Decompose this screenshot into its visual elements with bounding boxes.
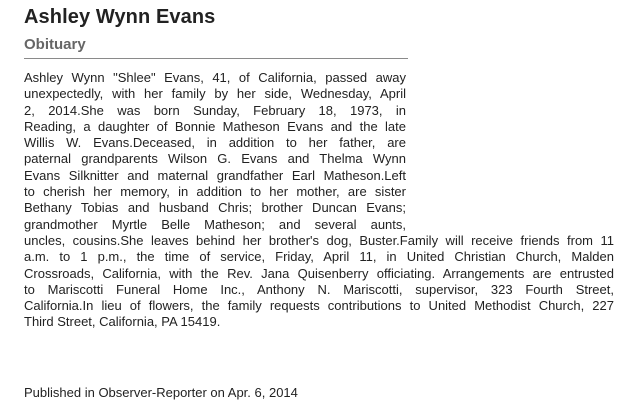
obituary-line: Bethany Tobias and husband Chris; brother Duncan Evans; (24, 200, 406, 216)
obituary-line: Willis W. Evans.Deceased, in addition to her father, are (24, 135, 406, 151)
obituary-line: Crossroads, California, with the Rev. Jana Quisenberry officiating. Arrangements are entrusted (24, 265, 614, 281)
section-label: Obituary (24, 36, 86, 53)
published-note: Published in Observer-Reporter on Apr. 6, 2014 (24, 385, 298, 400)
obituary-line: Third Street, California, PA 15419. (24, 314, 221, 330)
obituary-line: 2, 2014.She was born Sunday, February 18, 1973, in (24, 102, 406, 118)
obituary-line: to cherish her memory, in addition to her mother, are sister (24, 184, 406, 200)
obituary-line: uncles, cousins.She leaves behind her brother's dog, Buster.Family will receive friends from 11 (24, 232, 614, 248)
obituary-line: unexpectedly, with her family by her side, Wednesday, April (24, 86, 406, 102)
obituary-line: paternal grandparents Wilson G. Evans and Thelma Wynn (24, 151, 406, 167)
obituary-line: Reading, a daughter of Bonnie Matheson Evans and the late (24, 118, 406, 134)
obituary-line: grandmother Myrtle Belle Matheson; and several aunts, (24, 216, 406, 232)
obituary-line: to Mariscotti Funeral Home Inc., Anthony N. Mariscotti, supervisor, 323 Fourth Street, (24, 281, 614, 297)
obituary-line: Evans Silknitter and maternal grandfather Earl Matheson.Left (24, 167, 406, 183)
page-title: Ashley Wynn Evans (24, 6, 216, 28)
obituary-line: a.m. to 1 p.m., the time of service, Friday, April 11, in United Christian Church, Malden (24, 249, 614, 265)
obituary-line: Ashley Wynn "Shlee" Evans, 41, of California, passed away (24, 70, 406, 85)
section-header (24, 34, 408, 59)
obituary-body (24, 70, 614, 331)
obituary-line: California.In lieu of flowers, the family requests contributions to United Methodist Church, 227 (24, 298, 614, 314)
